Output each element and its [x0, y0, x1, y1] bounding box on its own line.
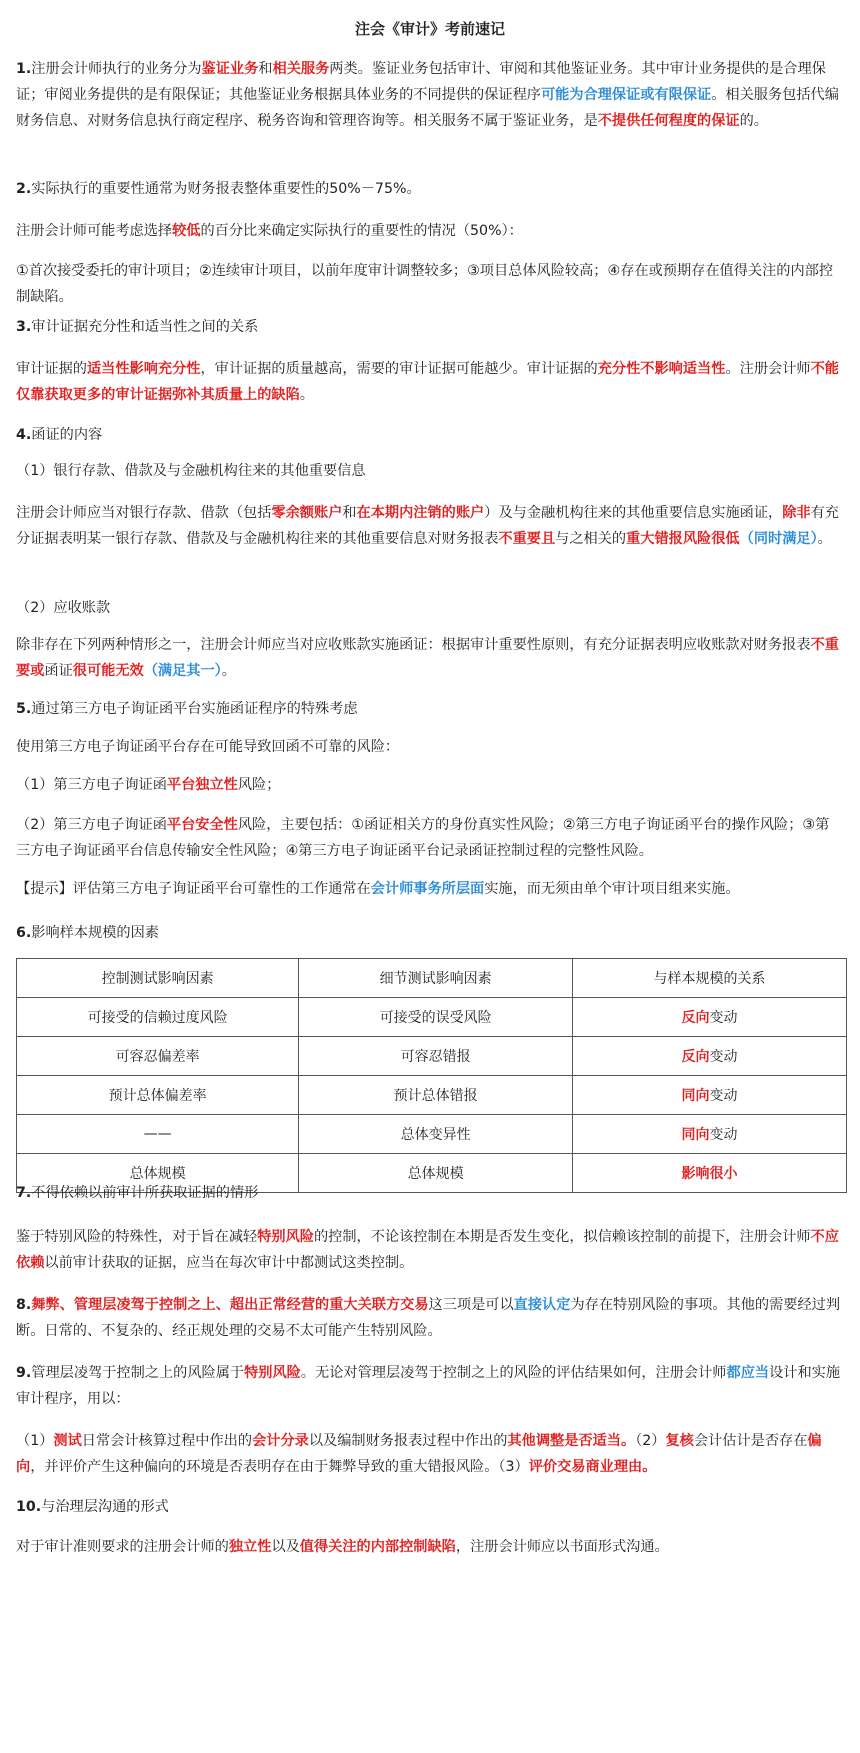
highlight-red: 特别风险	[257, 1229, 314, 1245]
text: 对于审计准则要求的注册会计师的	[16, 1539, 229, 1555]
table-cell: 总体规模	[17, 1154, 299, 1193]
text: 通过第三方电子询证函平台实施函证程序的特殊考虑	[31, 701, 358, 717]
section-number: 8.	[16, 1297, 32, 1313]
highlight-red: 测试	[53, 1433, 82, 1449]
text: 变动	[709, 1010, 738, 1026]
text: 以前审计获取的证据，应当在每次审计中都测试这类控制。	[44, 1255, 414, 1271]
page-title: 注会《审计》考前速记	[354, 20, 505, 38]
highlight-red: 值得关注的内部控制缺陷	[299, 1539, 456, 1555]
text: 为存在特别风险的事项。其他的需要经过判断。日常的、不复杂的、经正规处理的交易不太可能产生特别风险。	[16, 1297, 841, 1339]
section-number: 4.	[16, 427, 32, 443]
text: 实际执行的重要性通常为财务报表整体重要性的50%－75%。	[31, 181, 421, 197]
highlight-red: 不提供任何程度的保证	[597, 113, 740, 129]
text: 函证	[44, 663, 73, 679]
section-9-items	[16, 1428, 841, 1480]
text: 与治理层沟通的形式	[41, 1499, 169, 1515]
text: 函证的内容	[31, 427, 103, 443]
section-3-para	[16, 356, 841, 408]
table-header: 与样本规模的关系	[573, 959, 847, 998]
table-cell: ——	[17, 1115, 299, 1154]
highlight-blue: （满足其一）	[143, 663, 222, 679]
section-9	[16, 1360, 841, 1412]
highlight-red: 偏向	[16, 1433, 822, 1475]
highlight-red: 复核	[665, 1433, 694, 1449]
sample-size-table	[16, 958, 847, 1193]
section-5-para1: 使用第三方电子询证函平台存在可能导致回函不可靠的风险：	[16, 739, 400, 755]
text: 有充分证据表明某一银行存款、借款及与金融机构往来的其他重要信息对财务报表	[16, 505, 839, 547]
table-cell	[573, 998, 847, 1037]
table-cell: 预计总体偏差率	[17, 1076, 299, 1115]
section-5-item2	[16, 812, 841, 864]
section-4-heading	[16, 422, 841, 448]
highlight-red: 充分性不影响适当性	[597, 361, 726, 377]
section-number: 7.	[16, 1185, 32, 1201]
section-10-para	[16, 1534, 841, 1560]
text: 不得依赖以前审计所获取证据的情形	[31, 1185, 259, 1201]
text: 注册会计师应当对银行存款、借款（包括	[16, 505, 272, 521]
text: 审计证据充分性和适当性之间的关系	[31, 319, 259, 335]
highlight-red: 在本期内注销的账户	[356, 505, 485, 521]
text: 。	[817, 531, 832, 547]
section-3-heading	[16, 314, 841, 340]
text: 两类。鉴证业务包括审计、审阅和其他鉴证业务。其中审计业务提供的是合理保证；审阅业务提供的是有限保证；其他鉴证业务根据具体业务的不同提供的保证程序	[16, 61, 826, 103]
text: （1）	[16, 1433, 54, 1449]
highlight-blue: 可能为合理保证或有限保证	[540, 87, 712, 103]
highlight-red: 舞弊、管理层凌驾于控制之上、超出正常经营的重大关联方交易	[31, 1297, 429, 1313]
section-4-para1	[16, 500, 841, 552]
text: 注册会计师可能考虑选择	[16, 223, 173, 239]
text: 实施，而无须由单个审计项目组来实施。	[484, 881, 740, 897]
highlight-red: 反向	[681, 1049, 710, 1065]
text: 风险，主要包括：①函证相关方的身份真实性风险；②第三方电子询证函平台的操作风险；③第三方电子询证函平台信息传输安全性风险；④第三方电子询证函平台记录函证控制过程的完整性风险。	[16, 817, 830, 859]
section-7-para	[16, 1224, 841, 1276]
text: 与之相关的	[555, 531, 627, 547]
table-cell: 可容忍错报	[299, 1037, 573, 1076]
text: （1）第三方电子询证函	[16, 777, 167, 793]
table-row	[17, 1076, 847, 1115]
highlight-red: 很可能无效	[72, 663, 144, 679]
section-number: 2.	[16, 181, 32, 197]
text: 除非存在下列两种情形之一，注册会计师应当对应收账款实施函证：根据审计重要性原则，有充分证据表明应收账款对财务报表	[16, 637, 811, 653]
highlight-blue: （同时满足）	[739, 531, 818, 547]
text: 鉴于特别风险的特殊性，对于旨在减轻	[16, 1229, 258, 1245]
section-2-heading	[16, 176, 841, 202]
section-number: 6.	[16, 925, 32, 941]
section-5-heading	[16, 696, 841, 722]
highlight-red: 零余额账户	[271, 505, 343, 521]
text: 变动	[709, 1127, 738, 1143]
text: 注册会计师执行的业务分为	[31, 61, 202, 77]
highlight-red: 评价交易商业理由。	[528, 1459, 657, 1475]
table-row	[17, 1115, 847, 1154]
text: 这三项是可以	[428, 1297, 514, 1313]
highlight-red: 平台安全性	[166, 817, 238, 833]
table-header-row	[17, 959, 847, 998]
section-7-heading	[16, 1180, 841, 1206]
section-10-heading	[16, 1494, 841, 1520]
section-2-para	[16, 218, 841, 244]
table-cell: 总体规模	[299, 1154, 573, 1193]
text: 。相关服务包括代编财务信息、对财务信息执行商定程序、税务咨询和管理咨询等。相关服务不属于鉴证业务，是	[16, 87, 839, 129]
table-cell: 预计总体错报	[299, 1076, 573, 1115]
table-cell: 可容忍偏差率	[17, 1037, 299, 1076]
text: ，并评价产生这种偏向的环境是否表明存在由于舞弊导致的重大错报风险。（3）	[30, 1459, 529, 1475]
highlight-red: 不重要或	[16, 637, 839, 679]
section-number: 10.	[16, 1499, 42, 1515]
text: 的百分比来确定实际执行的重要性的情况（50%）：	[200, 223, 523, 239]
text: ）及与金融机构往来的其他重要信息实施函证，	[484, 505, 783, 521]
text: 风险；	[237, 777, 281, 793]
highlight-red: 较低	[172, 223, 201, 239]
highlight-red: 同向	[681, 1127, 710, 1143]
highlight-red: 其他调整是否适当。	[507, 1433, 636, 1449]
highlight-blue: 直接认定	[513, 1297, 571, 1313]
table-cell: 总体变异性	[299, 1115, 573, 1154]
table-row	[17, 1037, 847, 1076]
text: 。无论对管理层凌驾于控制之上的风险的评估结果如何，注册会计师	[300, 1365, 727, 1381]
text: 设计和实施审计程序，用以：	[16, 1365, 841, 1407]
section-1	[16, 56, 841, 134]
highlight-red: 影响很小	[681, 1166, 738, 1182]
highlight-red: 鉴证业务	[201, 61, 259, 77]
highlight-red: 不能仅靠获取更多的审计证据弥补其质量上的缺陷	[16, 361, 839, 403]
highlight-red: 重大错报风险很低	[626, 531, 740, 547]
section-2-list: ①首次接受委托的审计项目；②连续审计项目，以前年度审计调整较多；③项目总体风险较高；④存在或预期存在值得关注的内部控制缺陷。	[16, 263, 834, 305]
highlight-red: 特别风险	[244, 1365, 301, 1381]
text: 的。	[739, 113, 768, 129]
text: 变动	[709, 1088, 738, 1104]
text: 以及编制财务报表过程中作出的	[308, 1433, 508, 1449]
section-6-heading	[16, 920, 841, 946]
section-number: 1.	[16, 61, 32, 77]
section-8	[16, 1292, 841, 1344]
highlight-red: 不重要且	[498, 531, 556, 547]
text: 和	[342, 505, 357, 521]
section-number: 5.	[16, 701, 32, 717]
section-5-item1	[16, 772, 841, 798]
table-cell: 可接受的信赖过度风险	[17, 998, 299, 1037]
section-5-tip	[16, 876, 841, 902]
text: （2）	[635, 1433, 666, 1449]
section-4-para2	[16, 632, 841, 684]
text: 以及	[271, 1539, 300, 1555]
highlight-red: 相关服务	[272, 61, 330, 77]
text: 。注册会计师	[725, 361, 811, 377]
text: 日常会计核算过程中作出的	[81, 1433, 253, 1449]
highlight-red: 会计分录	[252, 1433, 309, 1449]
text: 。	[299, 387, 314, 403]
table-row	[17, 998, 847, 1037]
highlight-red: 反向	[681, 1010, 710, 1026]
highlight-red: 同向	[681, 1088, 710, 1104]
table-header: 控制测试影响因素	[17, 959, 299, 998]
highlight-red: 平台独立性	[166, 777, 238, 793]
text: 会计估计是否存在	[693, 1433, 808, 1449]
section-number: 3.	[16, 319, 32, 335]
text: 变动	[709, 1049, 738, 1065]
text: 的控制，不论该控制在本期是否发生变化，拟信赖该控制的前提下，注册会计师	[313, 1229, 811, 1245]
table-header: 细节测试影响因素	[299, 959, 573, 998]
section-number: 9.	[16, 1365, 32, 1381]
text: 和	[258, 61, 273, 77]
table-cell	[573, 1115, 847, 1154]
highlight-blue: 都应当	[726, 1365, 770, 1381]
highlight-red: 独立性	[228, 1539, 272, 1555]
text: 。	[221, 663, 236, 679]
text: 【提示】评估第三方电子询证函平台可靠性的工作通常在	[16, 881, 371, 897]
section-4-sub2: （2）应收账款	[16, 600, 111, 616]
text: 管理层凌驾于控制之上的风险属于	[31, 1365, 245, 1381]
table-cell	[573, 1076, 847, 1115]
highlight-red: 适当性影响充分性	[86, 361, 201, 377]
text: 审计证据的	[16, 361, 87, 377]
text: （2）第三方电子询证函	[16, 817, 167, 833]
text: ，注册会计师应以书面形式沟通。	[455, 1539, 669, 1555]
table-cell: 可接受的误受风险	[299, 998, 573, 1037]
highlight-red: 不应依赖	[16, 1229, 839, 1271]
text: 影响样本规模的因素	[31, 925, 159, 941]
text: ，审计证据的质量越高，需要的审计证据可能越少。审计证据的	[200, 361, 598, 377]
table-cell	[573, 1037, 847, 1076]
highlight-blue: 会计师事务所层面	[370, 881, 485, 897]
highlight-red: 除非	[782, 505, 811, 521]
section-4-sub1: （1）银行存款、借款及与金融机构往来的其他重要信息	[16, 463, 366, 479]
